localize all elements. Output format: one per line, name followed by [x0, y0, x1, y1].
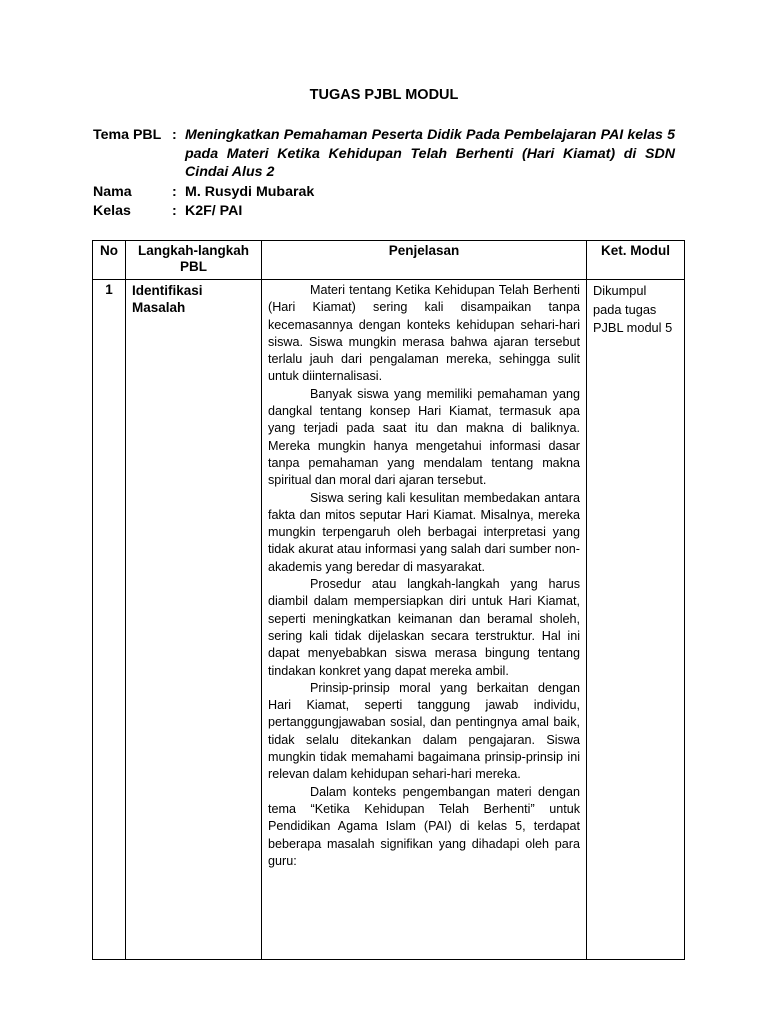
explanation-paragraph: Prosedur atau langkah-langkah yang harus diambil dalam mempersiapkan diri untuk Hari Kiamat, seperti meningkatkan keimanan dan beramal sholeh, sering kali tidak dijelaskan secara terstruktur. Hal ini dapat menyebabkan siswa merasa bingung tentang tindakan konkret yang dapat mereka ambil.	[268, 577, 580, 678]
info-row-nama	[93, 183, 675, 202]
row-number: 1	[93, 280, 126, 960]
document-title: TUGAS PJBL MODUL	[309, 87, 459, 103]
table-row	[93, 280, 685, 960]
info-block	[93, 126, 675, 222]
pbl-table	[92, 240, 685, 960]
info-row-kelas	[93, 202, 675, 221]
nama-label: Nama	[93, 183, 132, 200]
nama-colon: :	[172, 183, 177, 200]
kelas-value: K2F/ PAI	[185, 203, 243, 219]
header-no: No	[93, 241, 126, 280]
explanation-paragraph: Banyak siswa yang memiliki pemahaman yang dangkal tentang konsep Hari Kiamat, termasuk apa yang terjadi pada saat itu dan makna di baliknya. Mereka mungkin hanya mengetahui informasi dasar tanpa pemahaman yang mendalam tentang makna spiritual dan moral dari ajaran tersebut.	[268, 386, 580, 488]
kelas-label: Kelas	[93, 203, 131, 219]
tema-label: Tema PBL	[93, 127, 162, 143]
explanation-paragraph: Prinsip-prinsip moral yang berkaitan dengan Hari Kiamat, seperti tanggung jawab individu, pertanggungjawaban sosial, dan pentingnya amal baik, tidak selalu ditekankan dalam pengajaran. Siswa mungkin tidak memahami bagaimana prinsip-prinsip ini relevan dalam kehidupan sehari-hari mereka.	[268, 680, 580, 782]
row-ket: Dikumpul pada tugas PJBL modul 5	[587, 280, 685, 960]
nama-value: M. Rusydi Mubarak	[185, 183, 315, 200]
row-explanation	[262, 280, 587, 960]
info-row-tema	[93, 126, 675, 182]
explanation-paragraph: Dalam konteks pengembangan materi dengan tema “Ketika Kehidupan Telah Berhenti” untuk Pendidikan Agama Islam (PAI) di kelas 5, terdapat beberapa masalah signifikan yang dihadapi oleh para guru:	[268, 784, 580, 868]
kelas-colon: :	[172, 203, 177, 219]
explanation-paragraph: Materi tentang Ketika Kehidupan Telah Berhenti (Hari Kiamat) sering kali disampaikan tanpa kecemasannya dengan konteks kehidupan sehari-hari siswa. Siswa mungkin merasa bahwa ajaran tersebut terlalu jauh dari pengalaman mereka, sehingga sulit untuk diinternalisasi.	[268, 283, 580, 384]
tema-colon: :	[172, 127, 177, 143]
header-penjelasan: Penjelasan	[262, 241, 587, 280]
header-langkah: Langkah-langkah PBL	[126, 241, 262, 280]
header-ket: Ket. Modul	[587, 241, 685, 280]
explanation-paragraph: Siswa sering kali kesulitan membedakan antara fakta dan mitos seputar Hari Kiamat. Misalnya, mereka mungkin terpengaruh oleh berbagai interpretasi yang tidak akurat atau informasi yang salah dari sumber non-akademis yang beredar di masyarakat.	[268, 490, 580, 574]
row-step: Identifikasi Masalah	[126, 280, 262, 960]
tema-value: Meningkatkan Pemahaman Peserta Didik Pada Pembelajaran PAI kelas 5 pada Materi Ketika Kehidupan Telah Berhenti (Hari Kiamat) di SDN Cindai Alus 2	[185, 127, 675, 180]
table-header-row	[93, 241, 685, 280]
